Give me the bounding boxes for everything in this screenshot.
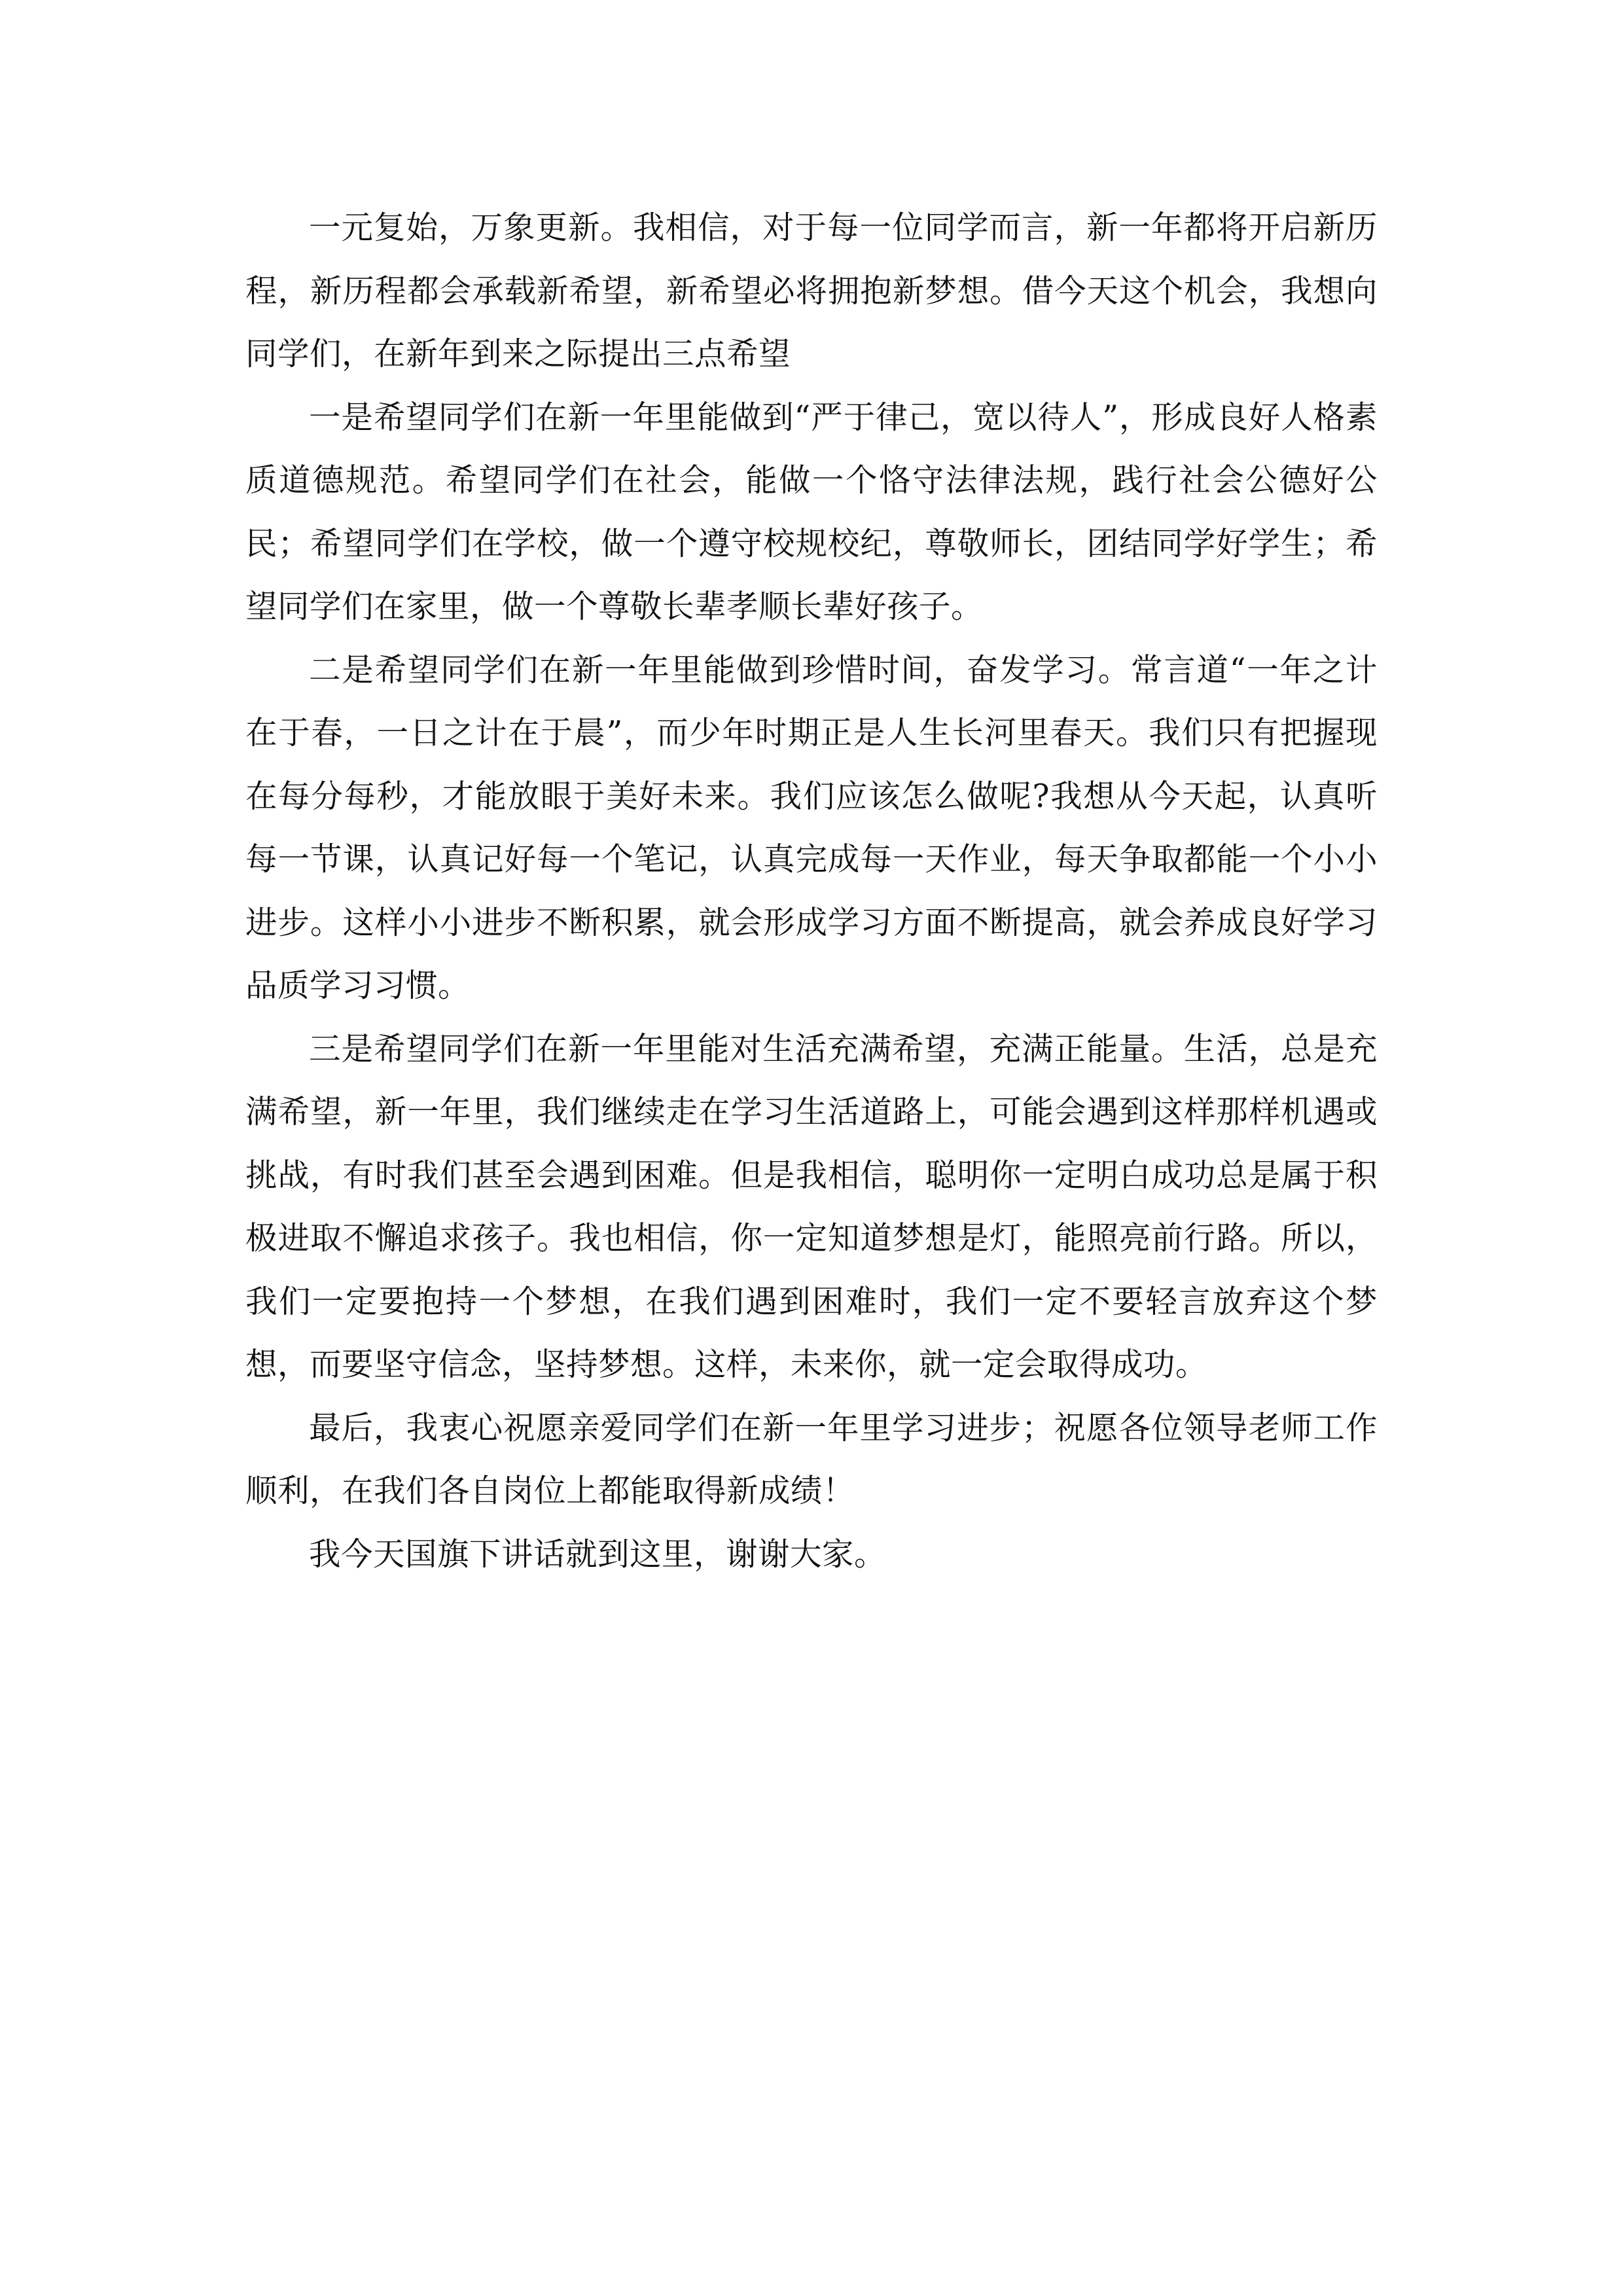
paragraph-closing-thanks: 我今天国旗下讲话就到这里，谢谢大家。 — [309, 1535, 887, 1573]
paragraph-hope-one: 一是希望同学们在新一年里能做到“严于律己，宽以待人”，形成良好人格素质道德规范。希望同学们在社会，能做一个恪守法律法规，践行社会公德好公民；希望同学们在学校，做一个遵守校规校纪，尊敬师长，团结同学好学生；希望同学们在家里，做一个尊敬长辈孝顺长辈好孩子。 — [245, 399, 1378, 625]
paragraph-closing-wishes: 最后，我衷心祝愿亲爱同学们在新一年里学习进步；祝愿各位领导老师工作顺利，在我们各自岗位上都能取得新成绩！ — [245, 1409, 1378, 1509]
document-body — [245, 196, 1378, 1586]
paragraph-hope-three: 三是希望同学们在新一年里能对生活充满希望，充满正能量。生活，总是充满希望，新一年里，我们继续走在学习生活道路上，可能会遇到这样那样机遇或挑战，有时我们甚至会遇到困难。但是我相信，聪明你一定明白成功总是属于积极进取不懈追求孩子。我也相信，你一定知道梦想是灯，能照亮前行路。所以，我们一定要抱持一个梦想，在我们遇到困难时，我们一定不要轻言放弃这个梦想，而要坚守信念，坚持梦想。这样，未来你，就一定会取得成功。 — [245, 1030, 1378, 1383]
paragraph-hope-two: 二是希望同学们在新一年里能做到珍惜时间，奋发学习。常言道“一年之计在于春，一日之计在于晨”，而少年时期正是人生长河里春天。我们只有把握现在每分每秒，才能放眼于美好未来。我们应该怎么做呢?我想从今天起，认真听每一节课，认真记好每一个笔记，认真完成每一天作业，每天争取都能一个小小进步。这样小小进步不断积累，就会形成学习方面不断提高，就会养成良好学习品质学习习惯。 — [245, 651, 1378, 1004]
paragraph-opening: 一元复始，万象更新。我相信，对于每一位同学而言，新一年都将开启新历程，新历程都会承载新希望，新希望必将拥抱新梦想。借今天这个机会，我想向同学们，在新年到来之际提出三点希望 — [245, 209, 1378, 372]
